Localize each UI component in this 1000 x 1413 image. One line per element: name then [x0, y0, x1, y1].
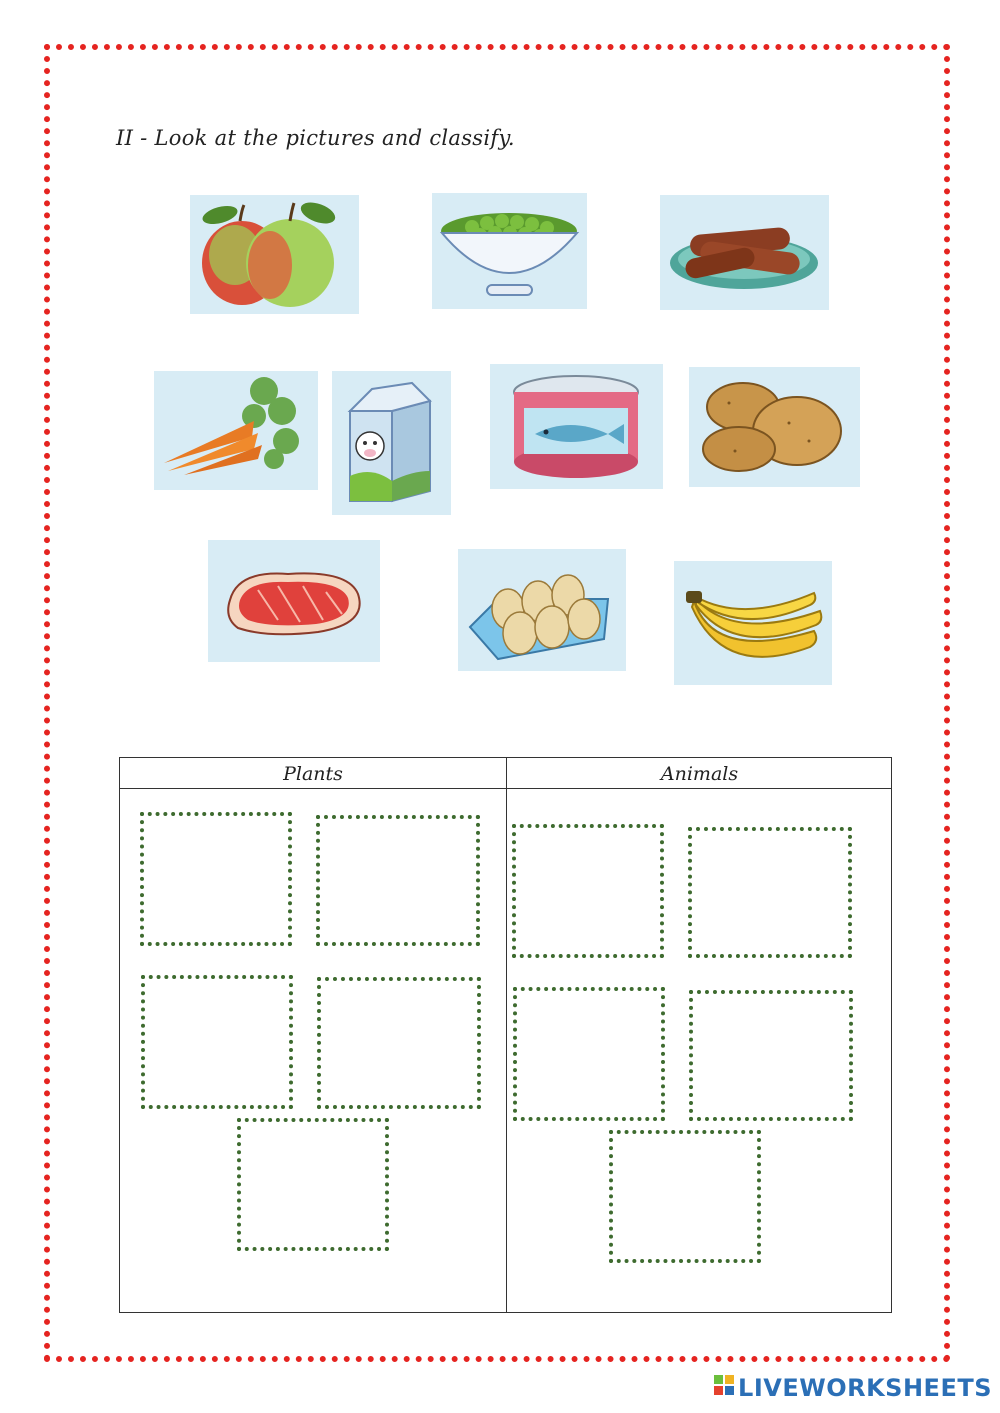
picture-potatoes[interactable]	[689, 367, 860, 487]
picture-carrots[interactable]	[154, 371, 318, 490]
meat-steak-icon	[208, 540, 380, 662]
animals-drop-box-4[interactable]	[689, 990, 853, 1121]
plants-drop-box-1[interactable]	[140, 812, 292, 946]
plants-drop-box-5[interactable]	[237, 1118, 389, 1251]
animals-drop-box-1[interactable]	[512, 824, 664, 958]
potatoes-icon	[689, 367, 860, 487]
plants-drop-box-4[interactable]	[317, 977, 481, 1109]
picture-sausages[interactable]	[660, 195, 829, 310]
peas-icon	[432, 193, 587, 309]
canned-fish-icon	[490, 364, 663, 489]
bananas-icon	[674, 561, 832, 685]
animals-drop-box-5[interactable]	[609, 1130, 761, 1263]
picture-eggs[interactable]	[458, 549, 626, 671]
instruction-text: II - Look at the pictures and classify.	[116, 126, 515, 150]
logo-mark-icon	[714, 1375, 734, 1401]
plants-header: Plants	[283, 763, 343, 785]
animals-header: Animals	[660, 763, 739, 785]
eggs-carton-icon	[458, 549, 626, 671]
carrots-icon	[154, 371, 318, 490]
picture-meat[interactable]	[208, 540, 380, 662]
picture-milk[interactable]	[332, 371, 451, 515]
picture-bananas[interactable]	[674, 561, 832, 685]
picture-peas[interactable]	[432, 193, 587, 309]
animals-drop-box-3[interactable]	[513, 987, 665, 1121]
plants-drop-box-3[interactable]	[141, 975, 293, 1109]
animals-drop-box-2[interactable]	[688, 827, 852, 958]
column-divider	[506, 758, 507, 1312]
sausages-icon	[660, 195, 829, 310]
milk-carton-icon	[332, 371, 451, 515]
header-line	[120, 788, 891, 789]
picture-canned-fish[interactable]	[490, 364, 663, 489]
apples-icon	[190, 195, 359, 314]
picture-apples[interactable]	[190, 195, 359, 314]
liveworksheets-logo	[714, 1371, 992, 1405]
logo-text: LIVEWORKSHEETS	[738, 1374, 992, 1402]
plants-drop-box-2[interactable]	[316, 815, 480, 946]
